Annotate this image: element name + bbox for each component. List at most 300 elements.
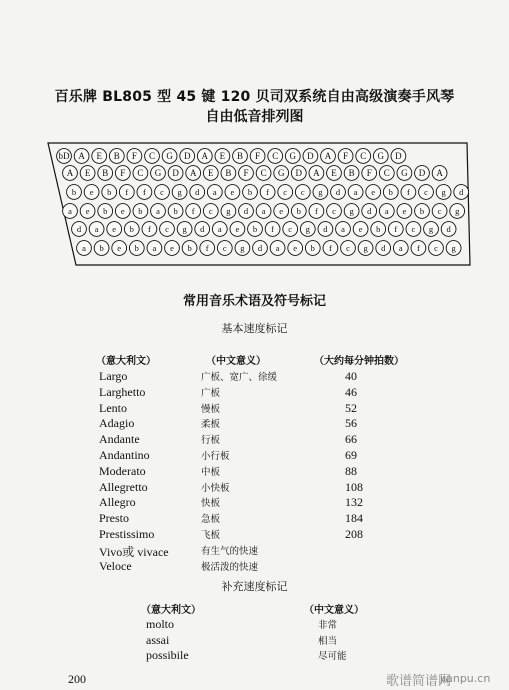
bass-button-label: A [436, 168, 443, 179]
bass-button [366, 185, 381, 200]
bass-button [323, 241, 338, 256]
bass-button-label: b [247, 187, 253, 198]
bass-button [225, 185, 240, 200]
section-title: 常用音乐术语及符号标记 [182, 294, 326, 309]
bass-button-label: d [335, 187, 341, 198]
bass-button-label: D [307, 151, 314, 162]
bass-button [253, 241, 268, 256]
bass-button-label: d [381, 243, 386, 254]
bass-button-label: c [437, 206, 442, 217]
bass-button-label: a [68, 206, 72, 217]
bass-button [168, 204, 183, 219]
bass-button-label: f [191, 206, 195, 217]
bass-button-label: F [131, 151, 137, 162]
italian-term: molto [146, 617, 175, 631]
bass-button [256, 204, 271, 219]
bass-button [274, 204, 289, 219]
table-row [0, 401, 509, 417]
bass-button-label: D [183, 151, 191, 162]
bass-button [92, 149, 107, 164]
bass-button-label: e [371, 187, 376, 198]
bass-button [341, 241, 356, 256]
bass-button-label: F [366, 168, 372, 179]
bass-button [67, 185, 82, 200]
bass-button [283, 222, 298, 237]
bass-button [124, 222, 139, 237]
supp-tempo-subtitle: 补充速度标记 [221, 580, 288, 593]
bass-button-label: b [134, 243, 139, 254]
bass-button-label: f [416, 243, 420, 254]
bpm-value: 66 [345, 432, 357, 447]
bass-button-label: a [341, 224, 345, 235]
bass-button [278, 185, 293, 200]
bass-button [379, 166, 394, 181]
bass-button [98, 166, 113, 181]
bass-button-label: b [419, 206, 425, 217]
bass-button-label: b [296, 206, 301, 217]
italian-term: Andante [99, 432, 140, 447]
bass-button [115, 204, 130, 219]
bass-button [250, 149, 265, 164]
bass-button [411, 241, 426, 256]
bass-button [215, 149, 230, 164]
bass-button-label: g [182, 224, 187, 235]
bass-button-label: b [138, 206, 143, 217]
bass-button-label: a [94, 224, 99, 235]
bass-button-label: d [76, 224, 82, 235]
bass-button-label: e [402, 206, 407, 217]
bass-button [57, 149, 72, 164]
bass-button-label: b [107, 187, 112, 198]
bass-button [274, 166, 289, 181]
bass-button-label: g [451, 243, 456, 254]
chinese-meaning: 小快板 [201, 482, 230, 494]
bass-button-label: bD [58, 151, 70, 162]
bass-button-label: F [343, 151, 349, 162]
bass-button [373, 149, 388, 164]
bass-button [336, 222, 351, 237]
bass-keyboard-diagram [0, 0, 509, 280]
bass-button-label: a [152, 243, 157, 254]
table-row [0, 633, 509, 649]
bass-button [145, 149, 160, 164]
bass-button [151, 204, 166, 219]
bass-button-label: c [411, 224, 416, 235]
bass-button [109, 149, 124, 164]
bass-button [260, 185, 275, 200]
bass-button-label: E [331, 168, 337, 179]
basic-tempo-subtitle: 基本速度标记 [221, 322, 288, 335]
bass-button [441, 222, 456, 237]
bass-button-label: c [300, 187, 305, 198]
bass-button [177, 222, 192, 237]
bass-button-label: e [358, 224, 363, 235]
bass-button [77, 241, 92, 256]
table-row [0, 432, 509, 448]
bass-button-label: g [305, 224, 310, 235]
bass-button [217, 241, 232, 256]
chinese-meaning: 飞板 [201, 530, 221, 541]
bass-button [454, 185, 469, 200]
col-chinese-header: （中文意义） [304, 605, 364, 616]
chinese-meaning: 行板 [201, 435, 221, 447]
bass-button [119, 185, 134, 200]
bass-button [186, 204, 201, 219]
bass-button-label: A [66, 168, 74, 179]
bass-button [102, 185, 117, 200]
basic-tempo-header [0, 352, 509, 368]
bass-button-label: A [189, 168, 197, 179]
col-chinese-header: （中文意义） [206, 356, 266, 367]
col-italian-header: （意大利文） [141, 605, 201, 616]
bass-button [168, 166, 183, 181]
bass-button [133, 166, 148, 181]
bass-button-label: f [328, 243, 332, 254]
bass-button-label: d [200, 224, 205, 235]
bass-button [424, 222, 439, 237]
bass-button [127, 149, 142, 164]
bpm-value: 56 [345, 416, 357, 431]
bass-button [432, 204, 447, 219]
bass-button-label: g [441, 187, 446, 198]
bass-button [379, 204, 394, 219]
bass-button-label: f [394, 224, 398, 235]
bass-button-label: f [205, 243, 209, 254]
bass-button-label: c [222, 243, 227, 254]
bass-button [203, 204, 218, 219]
bass-button [165, 241, 180, 256]
bass-button-label: f [314, 206, 318, 217]
bass-button [162, 149, 177, 164]
bass-button [74, 149, 89, 164]
bpm-value: 46 [345, 384, 357, 399]
italian-term: Allegretto [99, 479, 148, 494]
bass-button [331, 185, 346, 200]
chinese-meaning: 有生气的快速 [201, 545, 259, 557]
bass-button-label: g [455, 206, 460, 217]
bass-button-label: e [85, 206, 90, 217]
italian-term: Presto [99, 511, 129, 526]
chinese-meaning: 广板 [201, 387, 221, 399]
bass-button-label: b [310, 243, 315, 254]
bass-button-label: c [346, 243, 350, 254]
bass-button [393, 241, 408, 256]
italian-term: Adagio [99, 416, 135, 431]
bass-button [388, 222, 403, 237]
bass-button-label: c [283, 187, 288, 198]
bass-button-label: b [187, 243, 192, 254]
bass-button [344, 204, 359, 219]
watermark-text: 歌谱简谱网 [386, 674, 452, 689]
bass-button [338, 149, 353, 164]
bass-button [172, 185, 187, 200]
page-title: 百乐牌 BL805 型 45 键 120 贝司双系统自由高级演奏手风琴 [54, 89, 455, 105]
bass-button [406, 222, 421, 237]
bass-button [362, 204, 377, 219]
bass-button [137, 185, 152, 200]
bass-button-label: c [288, 224, 293, 235]
watermark-url: jianpu.cn [440, 672, 491, 685]
table-row [0, 464, 509, 480]
bass-button [353, 222, 368, 237]
bass-button [203, 166, 218, 181]
bass-button-label: g [363, 243, 368, 254]
italian-term: Moderato [99, 463, 146, 478]
bass-button [80, 204, 95, 219]
bass-button [239, 166, 254, 181]
bass-button-label: a [353, 187, 358, 198]
bass-button [133, 204, 148, 219]
bass-button-label: B [113, 151, 120, 162]
bass-button [291, 166, 306, 181]
bass-button-label: C [272, 151, 279, 162]
italian-term: Largo [99, 369, 128, 383]
italian-term: Veloce [99, 558, 132, 573]
chinese-meaning: 小行板 [201, 451, 230, 462]
bass-button [72, 222, 87, 237]
bpm-value: 69 [345, 448, 357, 462]
chinese-meaning: 极活泼的快速 [201, 561, 259, 573]
bass-button [391, 149, 406, 164]
bass-button [233, 149, 248, 164]
bass-button [295, 185, 310, 200]
bass-button [84, 185, 99, 200]
bass-button [318, 222, 333, 237]
bass-button-label: F [120, 168, 126, 179]
chinese-meaning: 中板 [201, 466, 221, 478]
bass-button [362, 166, 377, 181]
bpm-value: 52 [345, 400, 357, 415]
bass-button [256, 166, 271, 181]
bass-button [356, 149, 371, 164]
bass-button-label: D [395, 151, 402, 162]
bass-button-label: G [154, 168, 162, 179]
bass-button [190, 185, 205, 200]
bass-button [89, 222, 104, 237]
bass-button-label: b [252, 224, 258, 235]
bass-button-label: f [125, 187, 129, 198]
chinese-meaning: 慢板 [201, 403, 221, 415]
bass-button-label: b [71, 187, 77, 198]
bass-button-label: b [129, 224, 134, 235]
bass-button-label: c [208, 206, 213, 217]
italian-term: Lento [99, 400, 127, 415]
chinese-meaning: 急板 [201, 514, 221, 526]
bass-button [129, 241, 144, 256]
bass-button-label: F [255, 151, 261, 162]
bass-button-label: E [208, 168, 214, 179]
bass-button [429, 241, 444, 256]
bass-button [230, 222, 245, 237]
bass-button-label: e [117, 243, 122, 254]
bass-button-label: d [459, 187, 464, 198]
italian-term: Andantino [99, 448, 150, 462]
bass-button-label: G [166, 151, 173, 162]
bass-button-label: a [398, 243, 403, 254]
bass-button-label: B [225, 168, 232, 179]
bass-button-label: a [82, 243, 86, 254]
bass-button-label: C [260, 168, 267, 179]
bass-button-label: b [99, 243, 104, 254]
table-row [0, 511, 509, 527]
bass-button [221, 204, 236, 219]
bass-button-label: g [226, 206, 231, 217]
col-italian-header: （意大利文） [96, 356, 156, 367]
bass-button [243, 185, 258, 200]
col-bpm-header: （大约每分钟拍数） [314, 356, 404, 367]
bass-button-label: D [418, 168, 426, 179]
bass-button-label: e [230, 187, 235, 198]
bass-button [63, 204, 78, 219]
bass-button [303, 149, 318, 164]
bass-button [265, 222, 280, 237]
bass-button-label: A [201, 151, 209, 162]
bass-button [107, 222, 122, 237]
bass-button-label: C [137, 168, 144, 179]
bass-button-label: g [428, 224, 434, 235]
bass-button [221, 166, 236, 181]
bass-button [371, 222, 386, 237]
bass-button-label: f [406, 187, 410, 198]
bass-button [450, 204, 465, 219]
page-subtitle: 自由低音排列图 [205, 109, 304, 125]
bass-button [309, 204, 324, 219]
bass-button [309, 166, 324, 181]
italian-term: Allegro [99, 495, 136, 510]
bass-button [160, 222, 175, 237]
bass-button-label: e [293, 243, 298, 254]
bass-button-label: B [236, 151, 244, 162]
bass-button [182, 241, 197, 256]
bpm-value: 184 [345, 511, 363, 526]
bass-button-label: B [348, 168, 355, 179]
table-row [0, 448, 509, 464]
bass-button [288, 241, 303, 256]
bass-button-label: F [243, 168, 249, 179]
italian-term: Vivo或 vivace [99, 544, 169, 559]
bass-button [446, 241, 461, 256]
bass-button-label: f [142, 187, 146, 198]
bass-button-label: c [434, 243, 438, 254]
bass-button-label: e [112, 224, 117, 235]
bass-button [401, 185, 416, 200]
bass-button-label: C [148, 151, 156, 162]
bass-button [270, 241, 285, 256]
bass-button-label: d [243, 206, 249, 217]
italian-term: Larghetto [99, 384, 146, 399]
bass-button [151, 166, 166, 181]
bass-button [80, 166, 95, 181]
bass-button-label: D [172, 168, 179, 179]
bass-button [313, 185, 328, 200]
bass-button-label: a [261, 206, 266, 217]
bass-button-label: f [266, 187, 270, 198]
bpm-value: 208 [345, 527, 363, 541]
bass-button-label: a [212, 187, 217, 198]
table-row [0, 480, 509, 496]
bass-button-label: c [332, 206, 336, 217]
bass-button-label: e [279, 206, 284, 217]
bass-button-label: E [219, 151, 226, 162]
bass-button-label: C [360, 151, 367, 162]
bass-button-label: e [89, 187, 94, 198]
bpm-value: 132 [345, 495, 363, 510]
bass-button-label: B [102, 168, 109, 179]
bass-button [147, 241, 162, 256]
bass-button-label: A [313, 168, 320, 179]
bass-button-label: c [160, 187, 164, 198]
bass-button-label: G [277, 168, 285, 179]
table-row [0, 617, 509, 633]
bass-button [115, 166, 130, 181]
bass-button-label: a [275, 243, 280, 254]
bass-button-label: G [289, 151, 297, 162]
italian-term: Prestissimo [99, 527, 155, 541]
bass-button [436, 185, 451, 200]
table-row [0, 385, 509, 401]
bass-button [186, 166, 201, 181]
italian-term: assai [146, 632, 170, 647]
bass-button [200, 241, 215, 256]
bass-button-label: f [147, 224, 151, 235]
bpm-value: 88 [345, 463, 357, 478]
bass-button [212, 222, 227, 237]
bass-button [397, 166, 412, 181]
bpm-value: 108 [345, 479, 363, 494]
bass-button [195, 222, 210, 237]
bass-button-label: b [103, 206, 108, 217]
bass-button-label: b [376, 224, 381, 235]
bass-button-label: d [323, 224, 328, 235]
bass-button [63, 166, 78, 181]
supp-tempo-header [0, 601, 509, 617]
bass-button [397, 204, 412, 219]
bass-button [327, 204, 342, 219]
table-row [0, 543, 509, 559]
bass-button-label: b [173, 206, 178, 217]
bass-button [327, 166, 342, 181]
bass-button [197, 149, 212, 164]
bass-button-label: E [84, 168, 91, 179]
bass-button [376, 241, 391, 256]
chinese-meaning: 快板 [201, 498, 221, 510]
chinese-meaning: 非常 [318, 620, 338, 631]
bass-button [235, 241, 250, 256]
bass-button-label: G [377, 151, 385, 162]
bass-button-label: d [257, 243, 263, 254]
bass-button-label: f [271, 224, 275, 235]
bass-button [344, 166, 359, 181]
bass-button-label: e [170, 243, 174, 254]
table-row [0, 527, 509, 543]
bass-button [98, 204, 113, 219]
bpm-value: 40 [345, 369, 357, 383]
bass-button-label: e [235, 224, 240, 235]
bass-button-label: C [383, 168, 390, 179]
bass-button [432, 166, 447, 181]
bass-button [112, 241, 127, 256]
bass-button-label: a [384, 206, 389, 217]
bass-button-label: d [367, 206, 372, 217]
page-number: 200 [68, 672, 86, 686]
bass-button-label: g [240, 243, 245, 254]
bass-button-label: D [295, 168, 303, 179]
bass-button-label: A [78, 151, 85, 162]
bass-button-label: c [165, 224, 169, 235]
table-row [0, 369, 509, 385]
bass-button-label: g [349, 206, 354, 217]
bass-button-label: g [177, 187, 182, 198]
